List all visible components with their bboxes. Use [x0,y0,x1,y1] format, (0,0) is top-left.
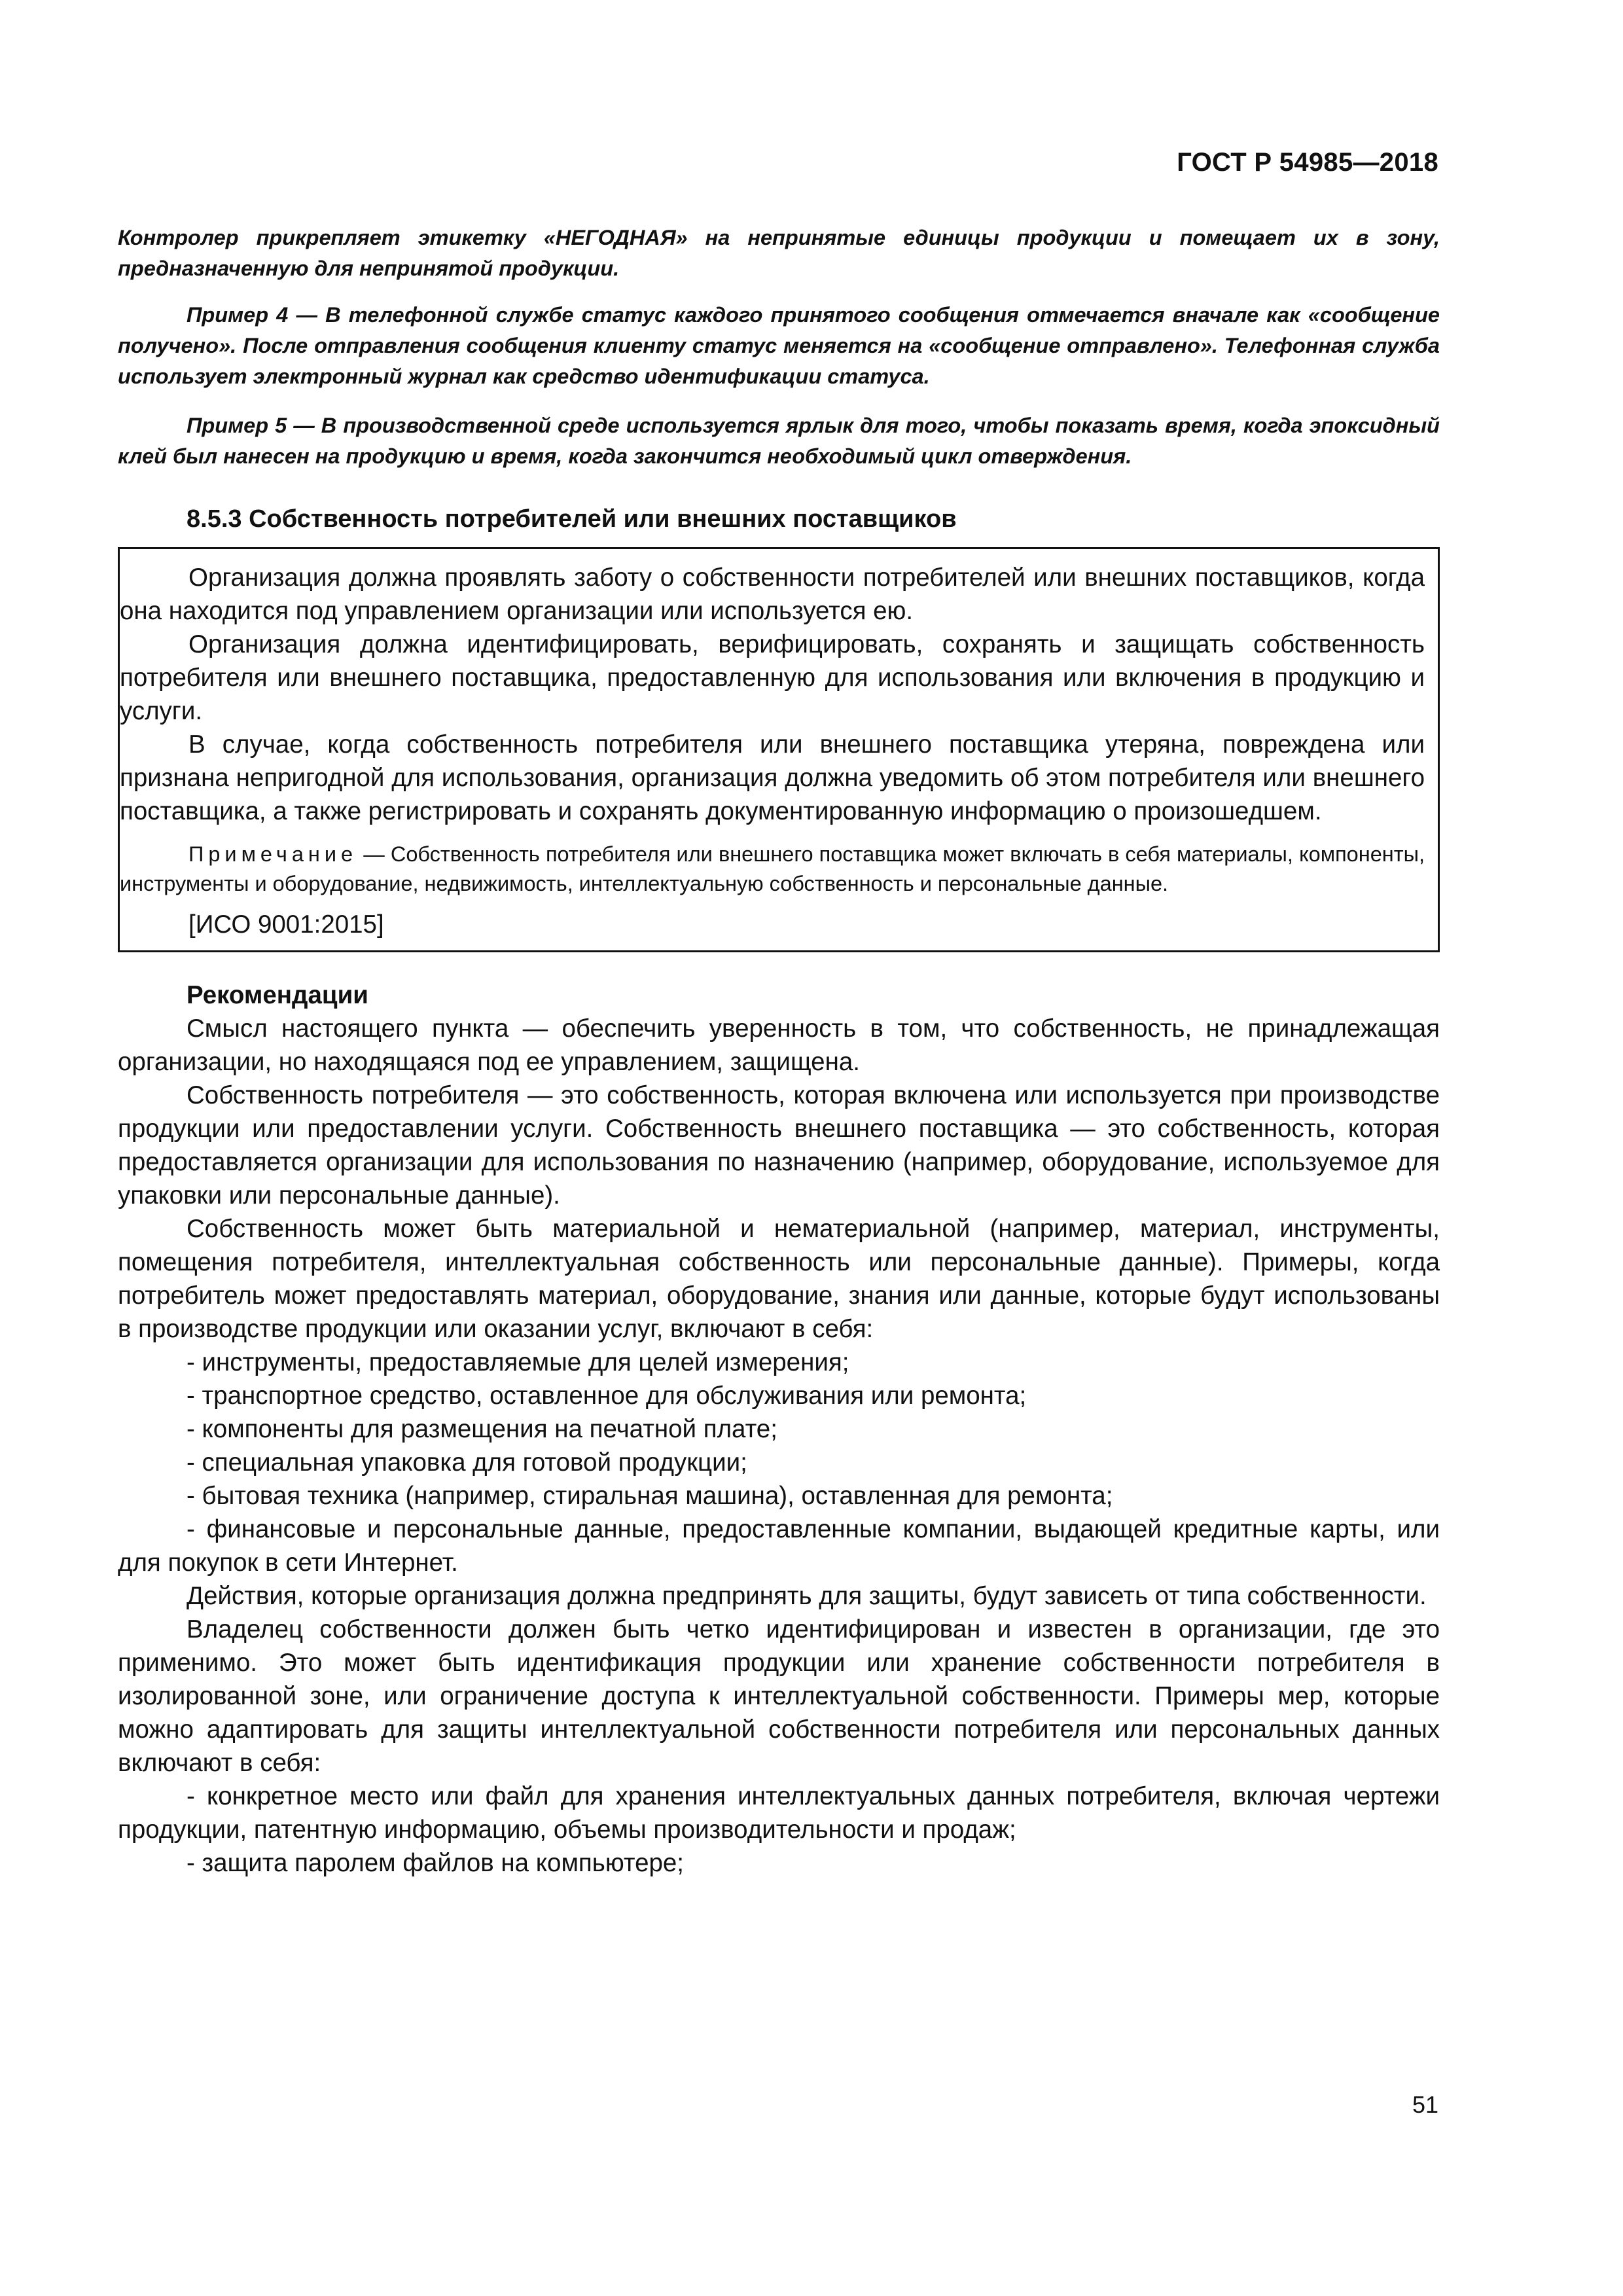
page-content [118,223,1440,1880]
page-number: 51 [1412,2091,1438,2118]
rec-paragraph-3: Собственность может быть материальной и нематериальной (например, материал, инструменты, помещения потребителя, интеллектуальная собственность или персональные данные). Примеры, когда потребитель может предоставлять материал, оборудование, знания или данные, которые будут использованы в производстве продукции или оказании услуг, включают в себя: [118,1215,1440,1343]
list-item: - транспортное средство, оставленное для обслуживания или ремонта; [187,1382,1027,1410]
iso-quote-box [118,547,1440,952]
list-item: - бытовая техника (например, стиральная машина), оставленная для ремонта; [187,1482,1113,1510]
list-item: - инструменты, предоставляемые для целей измерения; [187,1348,849,1376]
rec-paragraph-1: Смысл настоящего пункта — обеспечить уверенность в том, что собственность, не принадлежащая организации, но находящаяся под ее управлением, защищена. [118,1014,1440,1076]
list-item: - конкретное место или файл для хранения интеллектуальных данных потребителя, включая чертежи продукции, патентную информацию, объемы производительности и продаж; [118,1782,1440,1844]
section-title: 8.5.3 Собственность потребителей или внешних поставщиков [187,505,957,533]
list-item: - финансовые и персональные данные, предоставленные компании, выдающей кредитные карты, или для покупок в сети Интернет. [118,1515,1440,1577]
rec-paragraph-5: Владелец собственности должен быть четко идентифицирован и известен в организации, где это применимо. Это может быть идентификация продукции или хранение собственности потребителя в изолированной зоне, или ограничение доступа к интеллектуальной собственности. Примеры мер, которые можно адаптировать для защиты интеллектуальной собственности потребителя или персональных данных включают в себя: [118,1615,1440,1777]
list-item: - специальная упаковка для готовой продукции; [187,1448,747,1477]
rec-paragraph-4: Действия, которые организация должна предпринять для защиты, будут зависеть от типа собственности. [187,1582,1427,1610]
note-label: Примечание [188,842,358,866]
box-paragraph-3: В случае, когда собственность потребителя или внешнего поставщика утеряна, повреждена или признана непригодной для использования, организация должна уведомить об этом потребителя или внешнего поставщика, а также регистрировать и сохранять документированную информацию о произошедшем. [120,730,1425,825]
iso-reference: [ИСО 9001:2015] [188,910,384,939]
list-item: - защита паролем файлов на компьютере; [187,1849,684,1877]
box-paragraph-1: Организация должна проявлять заботу о собственности потребителей или внешних поставщиков, когда она находится под управлением организации или используется ею. [120,564,1425,625]
standard-header: ГОСТ Р 54985—2018 [1177,148,1438,177]
box-note [120,840,1425,899]
list-item: - компоненты для размещения на печатной плате; [187,1415,777,1443]
rec-paragraph-2: Собственность потребителя — это собственность, которая включена или используется при производстве продукции или предоставлении услуги. Собственность внешнего поставщика — это собственность, которая предоставляется организации для использования по назначению (например, оборудование, используемое для упаковки или персональные данные). [118,1081,1440,1210]
note-text: — Собственность потребителя или внешнего поставщика может включать в себя материалы, компоненты, инструменты и оборудование, недвижимость, интеллектуальную собственность и персональные данные. [120,842,1425,895]
example-5: Пример 5 — В производственной среде используется ярлык для того, чтобы показать время, когда эпоксидный клей был нанесен на продукцию и время, когда закончится необходимый цикл отверждения. [118,414,1440,468]
recommendations-heading: Рекомендации [187,981,368,1009]
box-paragraph-2: Организация должна идентифицировать, верифицировать, сохранять и защищать собственность потребителя или внешнего поставщика, предоставленную для использования или включения в продукцию и услуги. [120,630,1425,725]
intro-paragraph: Контролер прикрепляет этикетку «НЕГОДНАЯ» на непринятые единицы продукции и помещает их в зону, предназначенную для непринятой продукции. [118,226,1440,280]
example-4: Пример 4 — В телефонной службе статус каждого принятого сообщения отмечается вначале как «сообщение получено». После отправления сообщения клиенту статус меняется на «сообщение отправлено». Телефонная служба использует электронный журнал как средство идентификации статуса. [118,303,1440,388]
